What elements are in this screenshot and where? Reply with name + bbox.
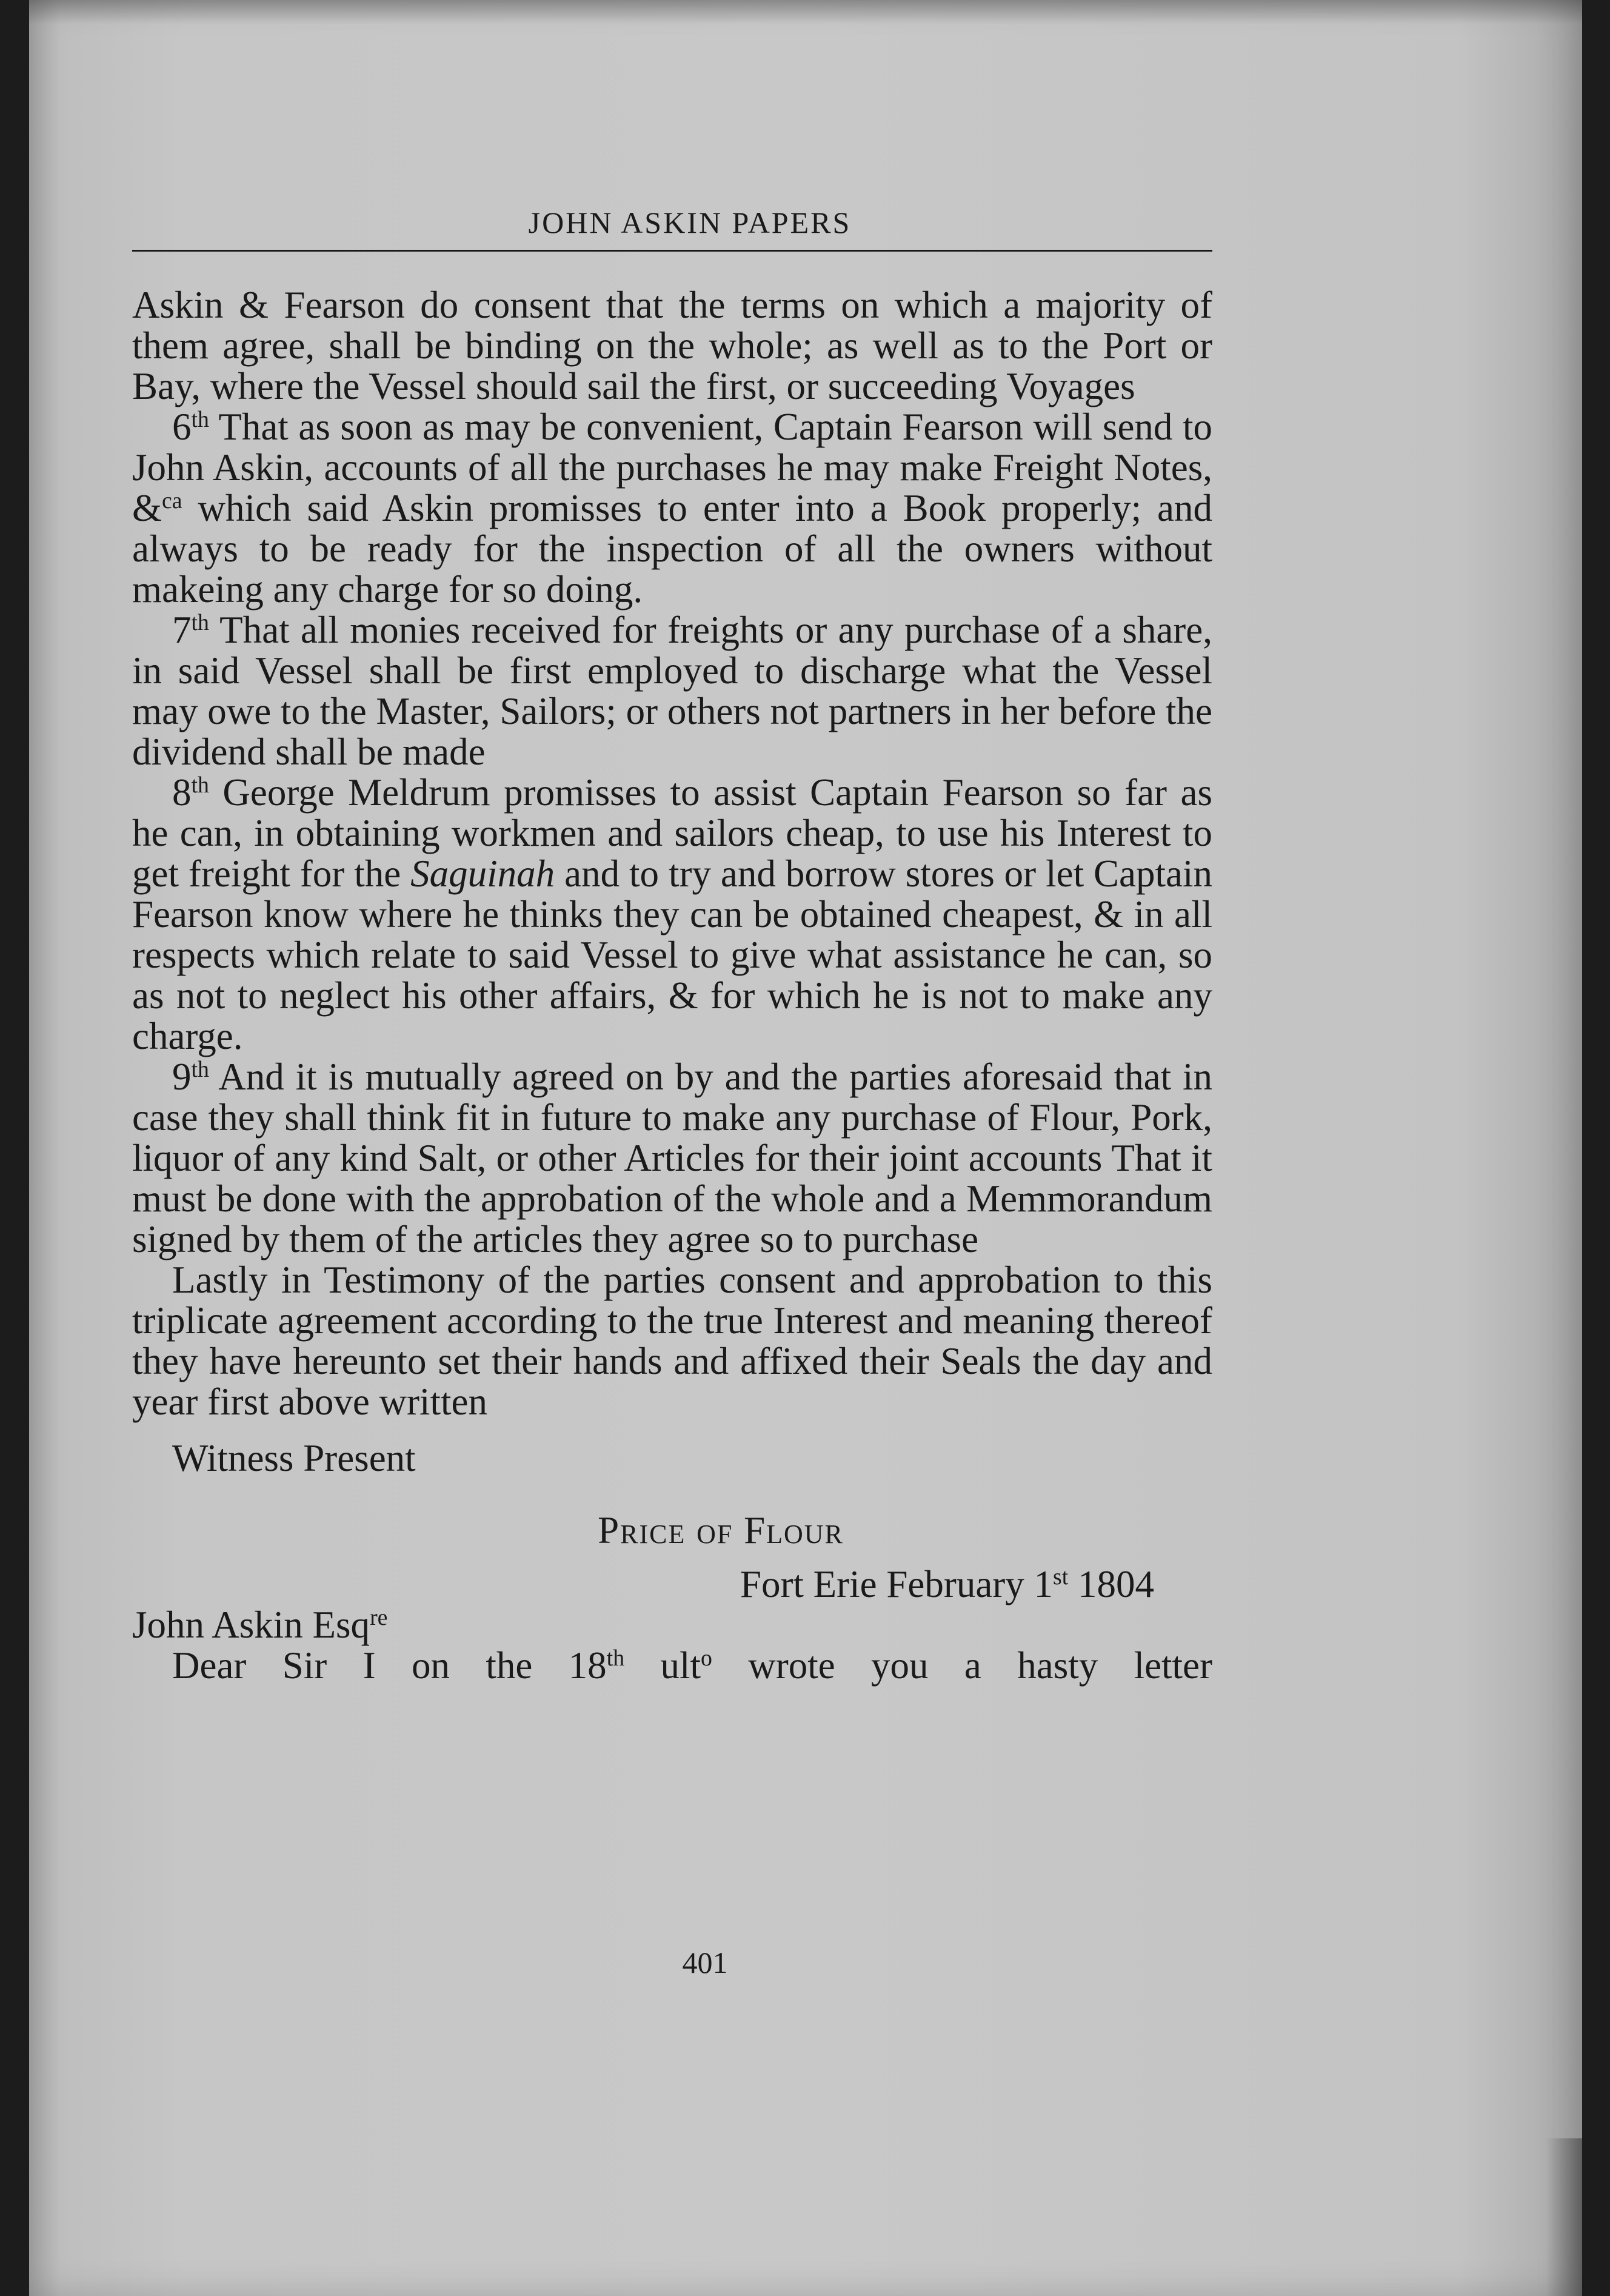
article-number: 7: [172, 609, 192, 651]
body-text: [132, 285, 1212, 1686]
paragraph-text: George Meldrum promisses to assist Captain Fearson so far as he can, in obtaining workmen and sailors cheap, to use his Interest to get freight for the: [132, 771, 1212, 895]
paragraph-lastly: [132, 1260, 1212, 1422]
ordinal-suffix: th: [191, 610, 209, 636]
ordinal-suffix: th: [191, 407, 209, 433]
paragraph-text: That all monies received for freights or any purchase of a share, in said Vessel shall be first employed to discharge what the Vessel may owe to the Master, Sailors; or others not partners in her before the dividend shall be made: [132, 609, 1212, 773]
letter-opening: [132, 1645, 1212, 1686]
paragraph-7th: [132, 610, 1212, 772]
paragraph-text: which said Askin promisses to enter into a Book properly; and always to be ready for the inspection of all the owners without makeing any charge for so doing.: [132, 487, 1212, 611]
letter-dateline: [132, 1564, 1212, 1605]
abbreviation-suffix: re: [370, 1605, 388, 1631]
page-curl-shadow: [1546, 2138, 1582, 2296]
header-rule: [132, 250, 1212, 252]
page-edge-shadow: [29, 0, 1582, 24]
addressee-text: John Askin Esq: [132, 1604, 370, 1646]
ordinal-suffix: st: [1053, 1564, 1069, 1590]
opening-text: Dear Sir I on the 18: [172, 1644, 607, 1687]
ordinal-suffix: th: [191, 1057, 209, 1083]
abbreviation-suffix: ca: [162, 488, 182, 514]
ordinal-suffix: th: [606, 1645, 625, 1672]
opening-text: wrote you a hasty letter: [712, 1644, 1212, 1687]
witness-line: Witness Present: [172, 1437, 416, 1479]
vessel-name: Saguinah: [410, 852, 555, 895]
document-caption: Price of Flour: [598, 1509, 844, 1551]
running-head: JOHN ASKIN PAPERS: [528, 206, 852, 239]
article-number: 6: [172, 406, 192, 448]
paragraph-8th: [132, 772, 1212, 1057]
article-number: 8: [172, 771, 192, 814]
paragraph-9th: [132, 1057, 1212, 1260]
page-number: 401: [682, 1946, 728, 1980]
paragraph-6th: [132, 407, 1212, 610]
dateline-text: Fort Erie February 1: [740, 1563, 1054, 1605]
ordinal-suffix: th: [191, 772, 209, 798]
paragraph-continued: [132, 285, 1212, 407]
abbreviation-suffix: o: [700, 1645, 712, 1672]
paragraph-text: Askin & Fearson do consent that the terms on which a majority of them agree, shall be binding on the whole; as well as to the Port or Bay, where the Vessel should sail the first, or succeeding Voyages: [132, 284, 1212, 407]
book-page: [29, 0, 1582, 2296]
opening-text: ult: [624, 1644, 701, 1687]
dateline-year: 1804: [1068, 1563, 1154, 1605]
paragraph-text: And it is mutually agreed on by and the parties aforesaid that in case they shall think fit in future to make any purchase of Flour, Pork, liquor of any kind Salt, or other Articles for their joint accounts That it must be done with the approbation of the whole and a Memmorandum signed by them of the articles they agree so to purchase: [132, 1056, 1212, 1260]
article-number: 9: [172, 1056, 192, 1098]
letter-addressee: [132, 1605, 1212, 1645]
paragraph-text: Lastly in Testimony of the parties consent and approbation to this triplicate agreement according to the true Interest and meaning thereof they have hereunto set their hands and affixed their Seals the day and year first above written: [132, 1259, 1212, 1423]
paragraph-text: That as soon as may be convenient, Captain Fearson will send to John Askin, accounts of all the purchases he may make Freight Notes, &: [132, 406, 1212, 529]
paragraph-text: and to try and borrow stores or let Captain Fearson know where he thinks they can be obtained cheapest, & in all respects which relate to said Vessel to give what assistance he can, so as not to neglect his other affairs, & for which he is not to make any charge.: [132, 852, 1212, 1057]
